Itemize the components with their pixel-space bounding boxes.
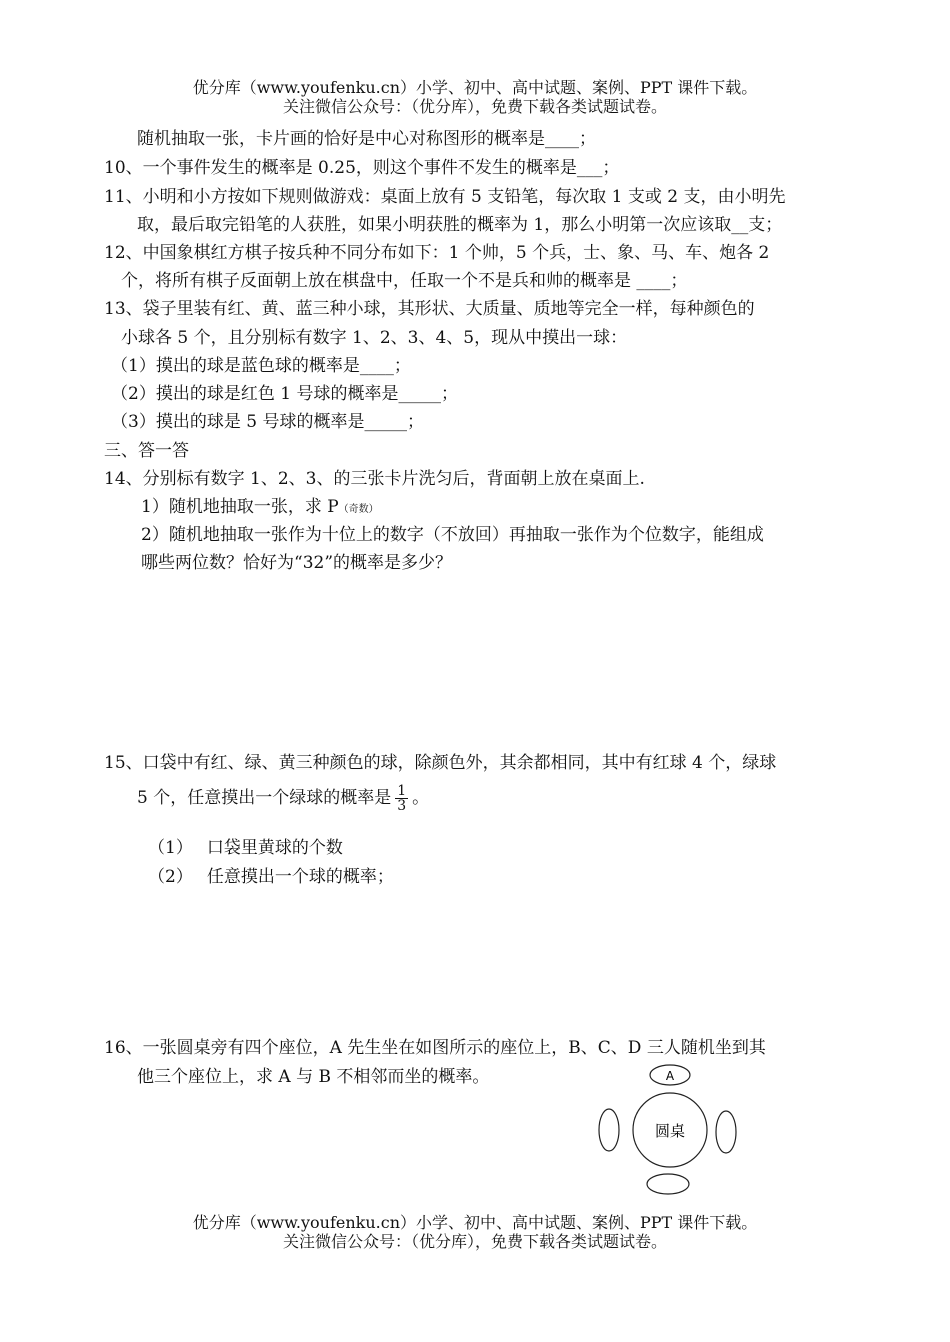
question-14-part2-line2: 哪些两位数？恰好为“32”的概率是多少？ (141, 553, 453, 573)
round-table-diagram (595, 1063, 745, 1198)
question-11-line1: 11、小明和小方按如下规则做游戏：桌面上放有 5 支铅笔，每次取 1 支或 2 支，由小明先 (104, 187, 786, 207)
question-12-line1: 12、中国象棋红方棋子按兵种不同分布如下：1 个帅，5 个兵，士、象、马、车、炮各 2 (104, 243, 770, 263)
page-header-line2: 关注微信公众号：（优分库），免费下载各类试题试卷。 (282, 97, 667, 116)
fraction-numerator: 1 (397, 783, 407, 799)
q9-continuation: 随机抽取一张，卡片画的恰好是中心对称图形的概率是____； (137, 129, 596, 149)
page-footer-line1: 优分库（www.youfenku.cn）小学、初中、高中试题、案例、PPT 课件下载。 (192, 1213, 758, 1232)
seat-a-label: A (665, 1069, 675, 1083)
q15-text: 5 个，任意摸出一个绿球的概率是 (137, 788, 392, 808)
q15-part2-text: 任意摸出一个球的概率； (206, 867, 394, 887)
question-16-line2: 他三个座位上，求 A 与 B 不相邻而坐的概率。 (137, 1067, 490, 1087)
seat-bottom (647, 1174, 689, 1194)
question-10: 10、一个事件发生的概率是 0.25，则这个事件不发生的概率是___； (104, 158, 620, 178)
question-13-line1: 13、袋子里装有红、黄、蓝三种小球，其形状、大质量、质地等完全一样，每种颜色的 (104, 299, 755, 319)
question-14: 14、分别标有数字 1、2、3、的三张卡片洗匀后，背面朝上放在桌面上. (104, 469, 645, 489)
q14-part1-subscript: （奇数） (338, 504, 379, 515)
question-13-line2: 小球各 5 个，且分别标有数字 1、2、3、4、5，现从中摸出一球： (121, 328, 628, 348)
table-label: 圆桌 (654, 1122, 686, 1140)
q15-part1-number: （1） (148, 838, 193, 858)
page-header-line1: 优分库（www.youfenku.cn）小学、初中、高中试题、案例、PPT 课件下载。 (192, 78, 758, 97)
question-13-part2: （2）摸出的球是红色 1 号球的概率是_____； (111, 384, 458, 404)
page-footer-line2: 关注微信公众号：（优分库），免费下载各类试题试卷。 (282, 1232, 667, 1251)
fraction-one-third (395, 784, 408, 813)
q14-part1-text: 1）随机地抽取一张，求 P (141, 497, 339, 517)
question-15-part2 (148, 866, 394, 888)
question-14-part2-line1: 2）随机地抽取一张作为十位上的数字（不放回）再抽取一张作为个位数字，能组成 (141, 525, 764, 545)
q15-period: 。 (412, 788, 430, 808)
q15-part2-number: （2） (148, 867, 193, 887)
question-13-part1: （1）摸出的球是蓝色球的概率是____； (111, 356, 411, 376)
question-11-line2: 取，最后取完铅笔的人获胜，如果小明获胜的概率为 1，那么小明第一次应该取__支； (137, 215, 783, 235)
seat-left (599, 1109, 619, 1151)
fraction-denominator: 3 (397, 798, 407, 814)
question-13-part3: （3）摸出的球是 5 号球的概率是_____； (111, 412, 424, 432)
question-15-part1 (148, 837, 343, 859)
q15-part1-text: 口袋里黄球的个数 (206, 838, 343, 858)
question-15-line1: 15、口袋中有红、绿、黄三种颜色的球，除颜色外，其余都相同，其中有红球 4 个，绿球 (104, 753, 777, 773)
seat-right (716, 1111, 736, 1153)
question-14-part1 (141, 496, 379, 521)
question-16-line1: 16、一张圆桌旁有四个座位，A 先生坐在如图所示的座位上，B、C、D 三人随机坐到其 (104, 1038, 766, 1058)
question-15-line2 (137, 784, 429, 813)
question-12-line2: 个，将所有棋子反面朝上放在棋盘中，任取一个不是兵和帅的概率是 ____； (121, 271, 688, 291)
section-heading: 三、答一答 (104, 441, 189, 461)
